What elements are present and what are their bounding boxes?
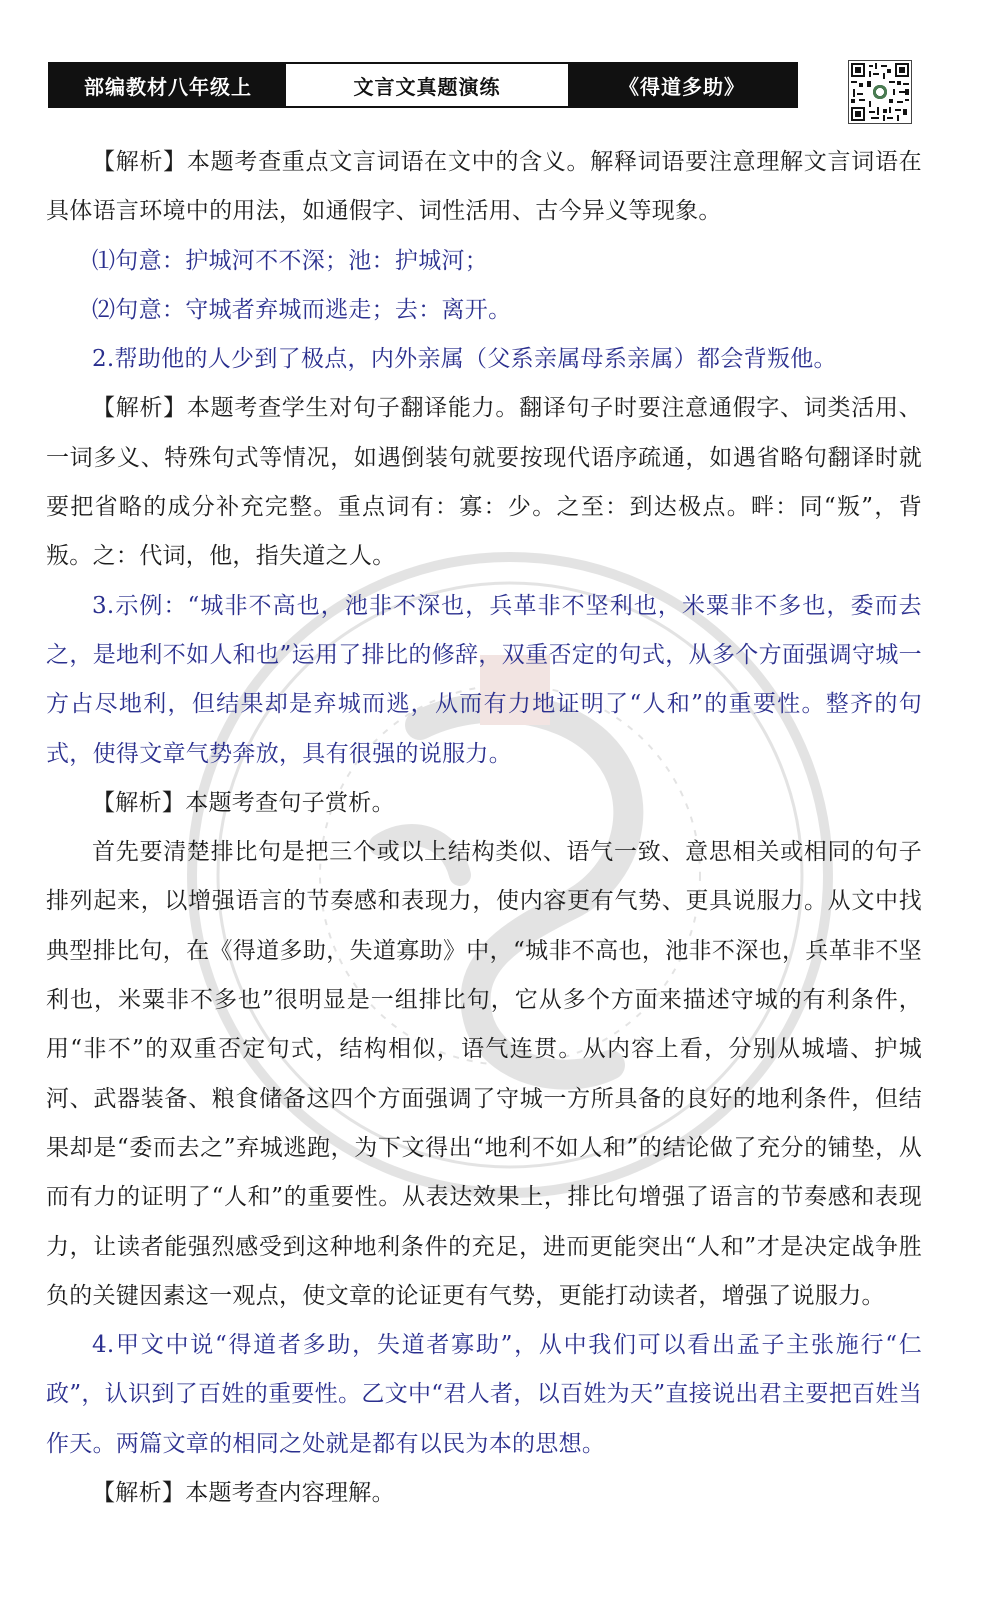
- paragraph-text: 本题考查句子赏析。: [185, 789, 395, 816]
- paragraph: [46, 1469, 922, 1518]
- paragraph: [46, 138, 922, 237]
- header-textbook-label: 部编教材八年级上: [50, 64, 286, 106]
- paragraph-text: 4.甲文中说“得道者多助，失道者寡助”，从中我们可以看出孟子主张施行“仁政”，认识到了百姓的重要性。乙文中“君人者，以百姓为天”直接说出君主要把百姓当作天。两篇文章的相同之处就是都有以民为本的思想。: [46, 1332, 922, 1457]
- answer-analysis-text: [46, 138, 922, 1518]
- paragraph: [46, 582, 922, 779]
- analysis-tag: 【解析】: [92, 1480, 186, 1507]
- paragraph-text: 本题考查学生对句子翻译能力。翻译句子时要注意通假字、词类活用、一词多义、特殊句式等情况，如遇倒装句就要按现代语序疏通，如遇省略句翻译时就要把省略的成分补充完整。重点词有：寡：少。之至：到达极点。畔：同“叛”，背叛。之：代词，他，指失道之人。: [46, 395, 922, 570]
- paragraph-text: 本题考查重点文言词语在文中的含义。解释词语要注意理解文言词语在具体语言环境中的用法，如通假字、词性活用、古今异义等现象。: [46, 149, 922, 225]
- paragraph: [46, 779, 922, 828]
- paragraph-text: 首先要清楚排比句是把三个或以上结构类似、语气一致、意思相关或相同的句子排列起来，以增强语言的节奏感和表现力，使内容更有气势、更具说服力。从文中找典型排比句，在《得道多助，失道寡助》中，“城非不高也，池非不深也，兵革非不坚利也，米粟非不多也”很明显是一组排比句，它从多个方面来描述守城的有利条件，用“非不”的双重否定句式，结构相似，语气连贯。从内容上看，分别从城墙、护城河、武器装备、粮食储备这四个方面强调了守城一方所具备的良好的地利条件，但结果却是“委而去之”弃城逃跑，为下文得出“地利不如人和”的结论做了充分的铺垫，从而有力的证明了“人和”的重要性。从表达效果上，排比句增强了语言的节奏感和表现力，让读者能强烈感受到这种地利条件的充足，进而更能突出“人和”才是决定战争胜负的关键因素这一观点，使文章的论证更有气势，更能打动读者，增强了说服力。: [46, 839, 922, 1309]
- header-lesson-title: 《得道多助》: [568, 64, 796, 106]
- header-section-title: 文言文真题演练: [286, 64, 568, 106]
- paragraph-text: ⑴句意：护城河不不深；池：护城河；: [92, 247, 489, 274]
- paragraph: [46, 828, 922, 1321]
- analysis-tag: 【解析】: [92, 789, 186, 816]
- paragraph-text: 2.帮助他的人少到了极点，内外亲属（父系亲属母系亲属）都会背叛他。: [92, 346, 837, 373]
- paragraph: [46, 335, 922, 384]
- analysis-tag: 【解析】: [92, 395, 187, 422]
- paragraph: [46, 237, 922, 286]
- header-bar: [48, 62, 798, 108]
- qr-code-icon: [848, 60, 912, 124]
- paragraph-text: 本题考查内容理解。: [185, 1480, 395, 1507]
- paragraph-text: ⑵句意：守城者弃城而逃走；去：离开。: [92, 296, 512, 323]
- paragraph: [46, 384, 922, 581]
- paragraph: [46, 286, 922, 335]
- analysis-tag: 【解析】: [92, 149, 187, 175]
- paragraph-text: 3.示例：“城非不高也，池非不深也，兵革非不坚利也，米粟非不多也，委而去之，是地利不如人和也”运用了排比的修辞，双重否定的句式，从多个方面强调守城一方占尽地利，但结果却是弃城而逃，从而有力地证明了“人和”的重要性。整齐的句式，使得文章气势奔放，具有很强的说服力。: [46, 592, 922, 767]
- paragraph: [46, 1321, 922, 1469]
